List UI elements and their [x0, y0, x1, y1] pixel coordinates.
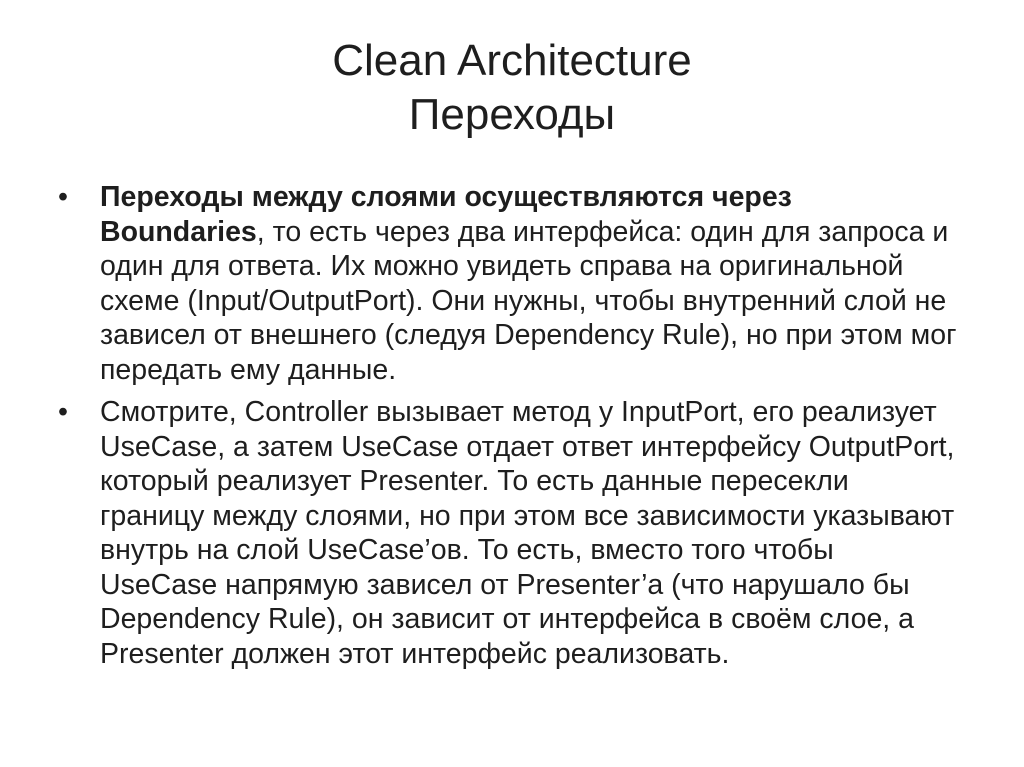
- slide-title: [0, 34, 1024, 142]
- bullet-item-1: [58, 180, 958, 387]
- title-line-1: Clean Architecture: [332, 36, 692, 85]
- bullet-marker: •: [58, 181, 68, 213]
- bullet-text-2: Смотрите, Controller вызывает метод у InputPort, его реализует UseCase, а затем UseCase отдает ответ интерфейсу OutputPort, который реализует Presenter. То есть данные пересекли границу между слоями, но при этом все зависимости указывают внутрь на слой UseCase’ов. То есть, вместо того чтобы UseCase напрямую зависел от Presenter’а (что нарушало бы Dependency Rule), он зависит от интерфейса в своём слое, а Presenter должен этот интерфейс реализовать.: [100, 396, 955, 670]
- bullet-marker: •: [58, 396, 68, 428]
- title-line-2: Переходы: [408, 90, 616, 139]
- bullet-item-2: [58, 395, 958, 671]
- slide-body: [58, 180, 958, 679]
- bold-phrase: Переходы между слоями осуществляются через: [100, 181, 792, 213]
- bold-term-boundaries: Boundaries: [100, 215, 257, 248]
- bullet-text-1-rest: , то есть через два интерфейса: один для запроса и один для ответа. Их можно увидеть справа на оригинальной схеме (Input/OutputPort). Они нужны, чтобы внутренний слой не зависел от внешнего (следуя Dependency Rule), но при этом мог передать ему данные.: [100, 215, 957, 386]
- bullet-text-1: [100, 180, 958, 387]
